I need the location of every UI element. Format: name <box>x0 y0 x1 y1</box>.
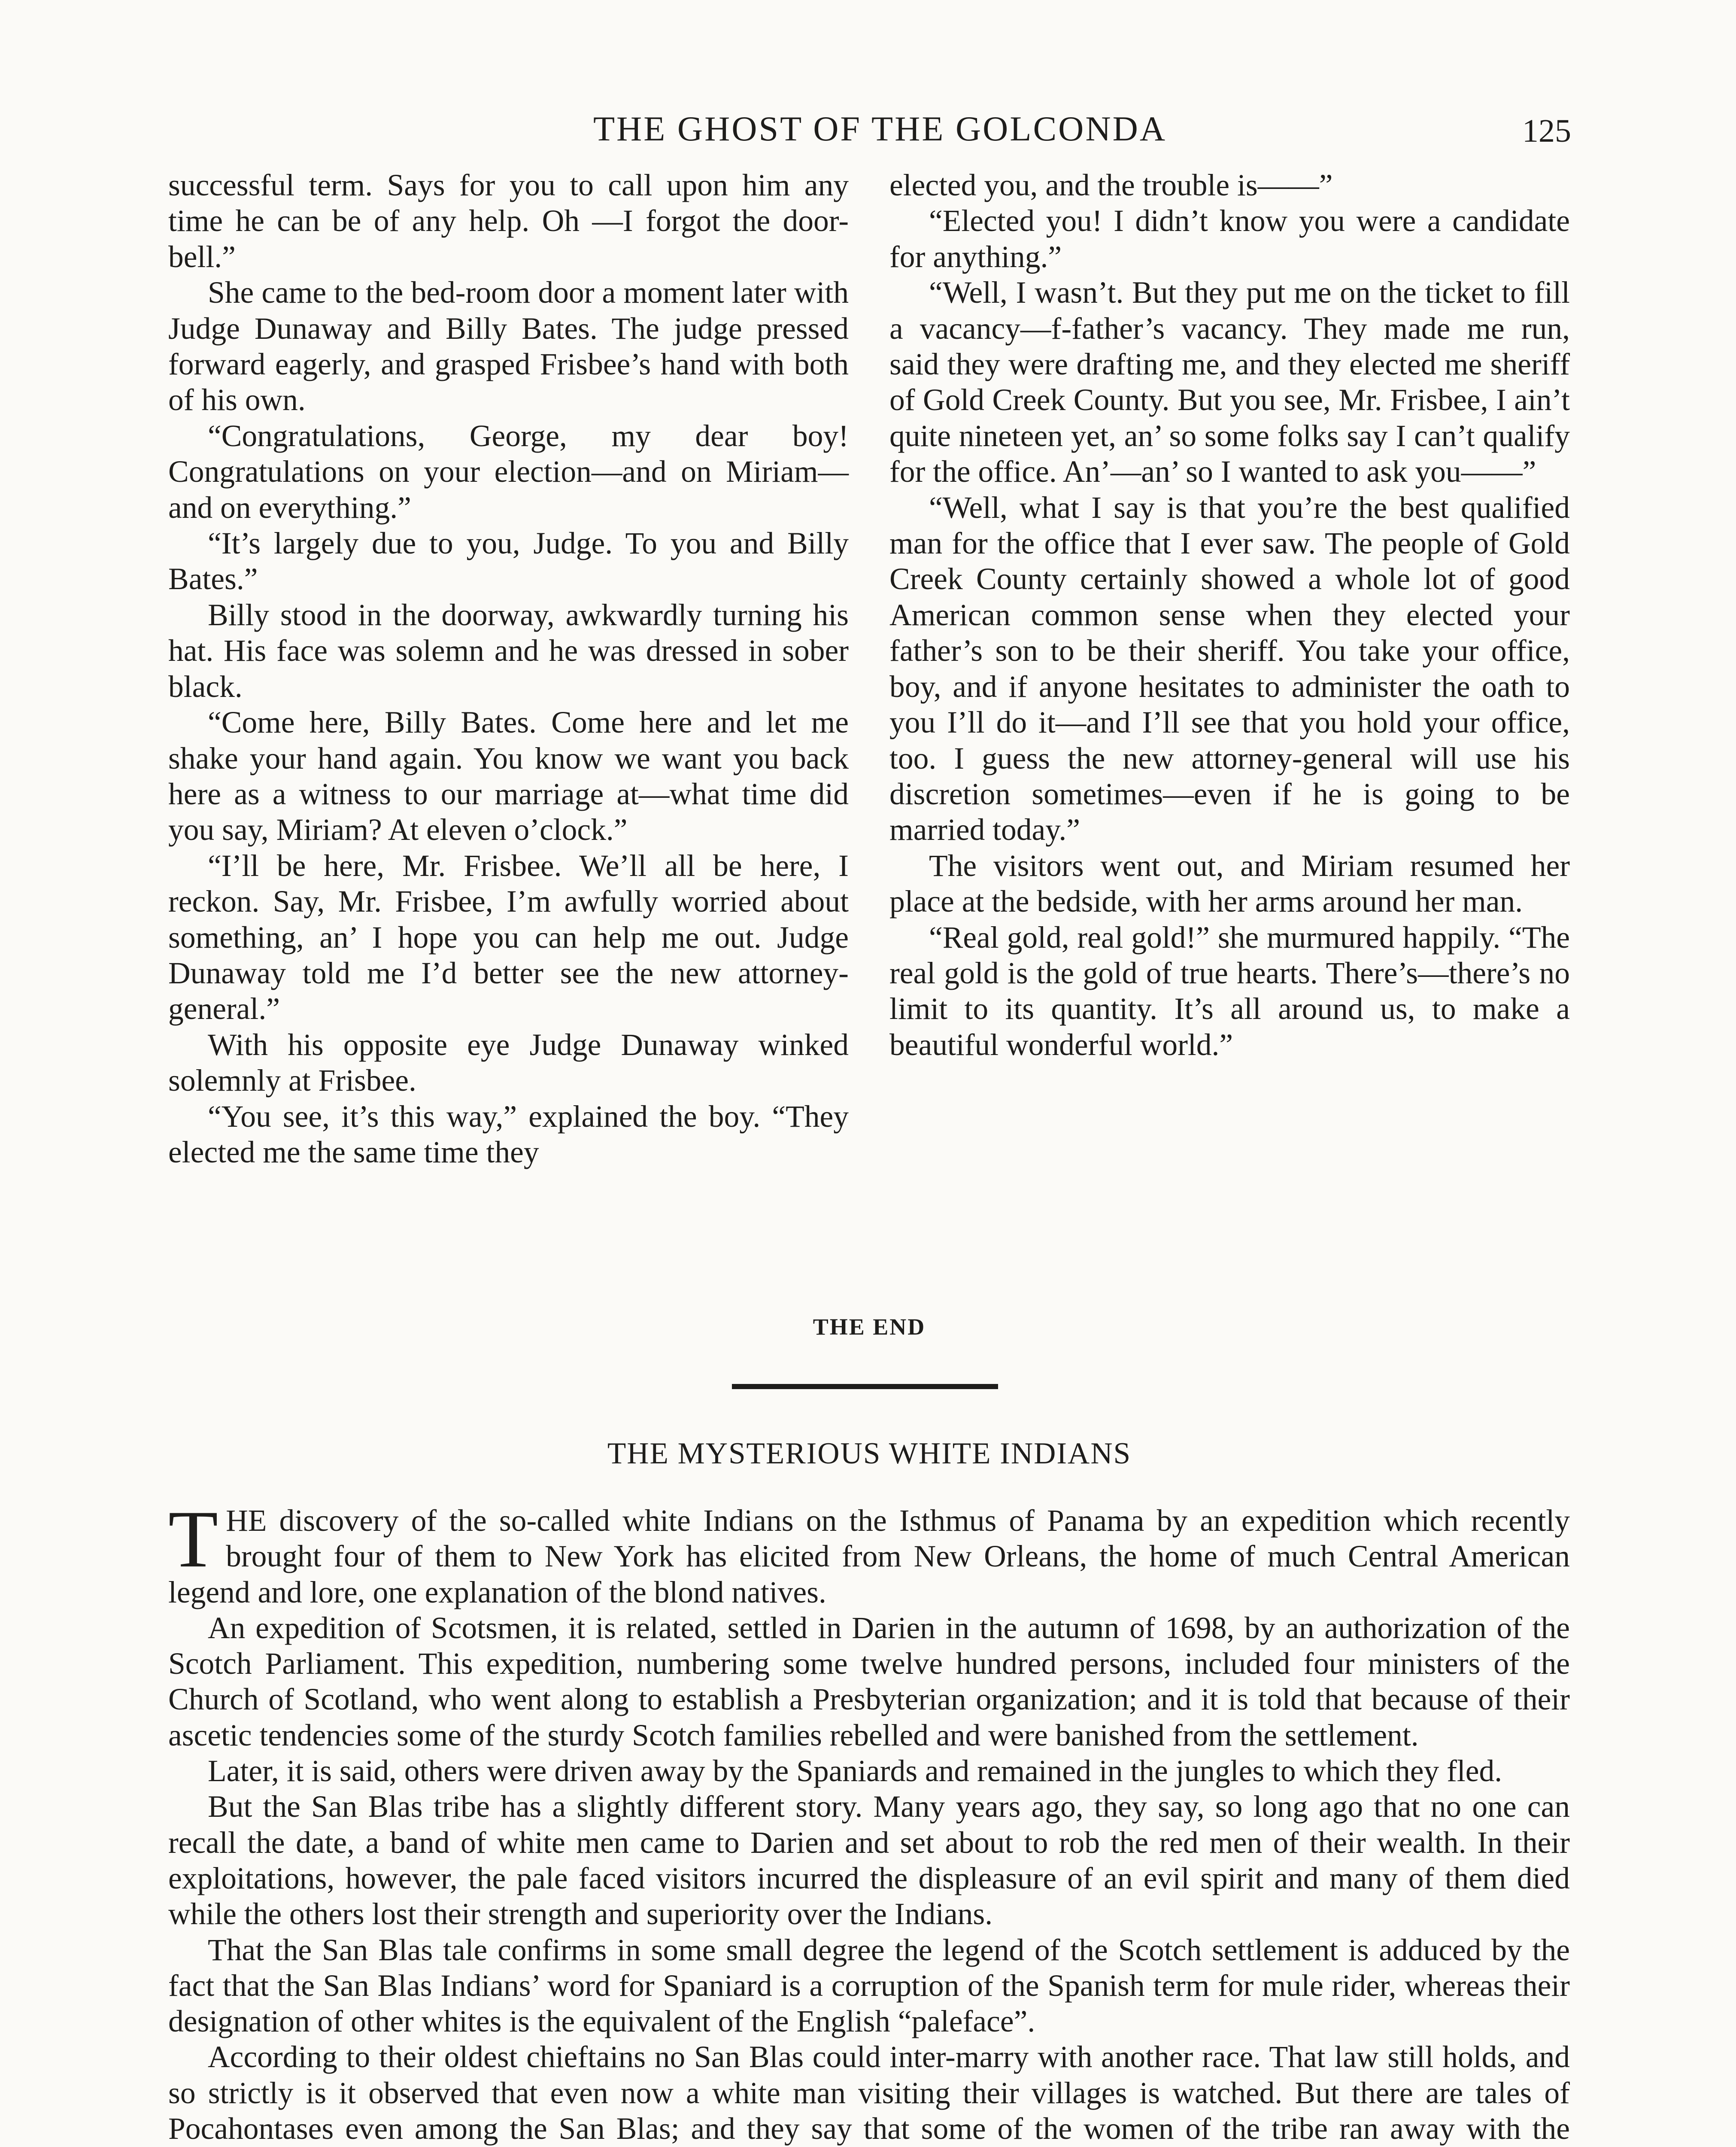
article-body <box>168 1494 1570 2147</box>
article-paragraph <box>168 1494 1570 1610</box>
story-paragraph: elected you, and the trouble is——” <box>889 168 1333 202</box>
article-title: THE MYSTERIOUS WHITE INDIANS <box>607 1437 1132 1470</box>
story-paragraph: “Real gold, real gold!” she murmured happily. “The real gold is the gold of true hearts. There’s—there’s no limit to its quantity. It’s all around us, to make a beautiful wonderful world.” <box>889 920 1570 1062</box>
story-left-column <box>168 167 849 1170</box>
story-paragraph: successful term. Says for you to call upon him any time he can be of any help. Oh —I forgot the door-bell.” <box>168 168 849 274</box>
article-paragraph: But the San Blas tribe has a slightly different story. Many years ago, they say, so long ago that no one can recall the date, a band of white men came to Darien and set about to rob the red men of their wealth. In their exploitations, however, the pale faced visitors incurred the displeasure of an evil spirit and many of them died while the others lost their strength and superiority over the Indians. <box>168 1790 1570 1931</box>
story-paragraph: “It’s largely due to you, Judge. To you and Billy Bates.” <box>168 526 849 596</box>
article-paragraph: That the San Blas tale confirms in some small degree the legend of the Scotch settlement is adduced by the fact that the San Blas Indians’ word for Spaniard is a corruption of the Spanish term for mule rider, whereas their designation of other whites is the equivalent of the English “paleface”. <box>168 1933 1570 2039</box>
drop-cap: T <box>168 1494 219 1584</box>
running-title: THE GHOST OF THE GOLCONDA <box>593 109 1167 148</box>
story-paragraph: “Elected you! I didn’t know you were a candidate for anything.” <box>889 204 1570 274</box>
article-paragraph: Later, it is said, others were driven away by the Spaniards and remained in the jungles to which they fled. <box>208 1754 1502 1788</box>
the-end-label: THE END <box>813 1314 926 1340</box>
story-paragraph: “Well, what I say is that you’re the best qualified man for the office that I ever saw. The people of Gold Creek County certainly showed a whole lot of good American common sense when they elected your father’s son to be their sheriff. You take your office, boy, and if anyone hesitates to administer the oath to you I’ll do it—and I’ll see that you hold your office, too. I guess the new attorney-general will use his discretion sometimes—even if he is going to be married today.” <box>889 490 1570 847</box>
story-paragraph: She came to the bed-room door a moment later with Judge Dunaway and Billy Bates. The judge pressed forward eagerly, and grasped Frisbee’s hand with both of his own. <box>168 276 849 417</box>
story-paragraph: “You see, it’s this way,” explained the boy. “They elected me the same time they <box>168 1099 849 1169</box>
story-paragraph: Billy stood in the doorway, awkwardly turning his hat. His face was solemn and he was dressed in sober black. <box>168 598 849 704</box>
section-divider-rule <box>732 1384 998 1389</box>
page-number: 125 <box>1522 113 1571 149</box>
story-paragraph: “Well, I wasn’t. But they put me on the ticket to fill a vacancy—f-father’s vacancy. They made me run, said they were drafting me, and they elected me sheriff of Gold Creek County. But you see, Mr. Frisbee, I ain’t quite nineteen yet, an’ so some folks say I can’t qualify for the office. An’—an’ so I wanted to ask you——” <box>889 276 1570 489</box>
story-paragraph: “I’ll be here, Mr. Frisbee. We’ll all be here, I reckon. Say, Mr. Frisbee, I’m awfully worried about something, an’ I hope you can help me out. Judge Dunaway told me I’d better see the new attorney-general.” <box>168 848 849 1026</box>
story-paragraph: “Congratulations, George, my dear boy! Congratulations on your election—and on Miriam—and on everything.” <box>168 419 849 525</box>
article-first-paragraph-text: HE discovery of the so-called white Indians on the Isthmus of Panama by an expedition which recently brought four of them to New York has elicited from New Orleans, the home of much Central American legend and lore, one explanation of the blond natives. <box>168 1504 1570 1609</box>
story-paragraph: “Come here, Billy Bates. Come here and let me shake your hand again. You know we want you back here as a witness to our marriage at—what time did you say, Miriam? At eleven o’clock.” <box>168 706 849 847</box>
article-paragraph: An expedition of Scotsmen, it is related, settled in Darien in the autumn of 1698, by an authorization of the Scotch Parliament. This expedition, numbering some twelve hundred persons, included four ministers of the Church of Scotland, who went along to establish a Presbyterian organization; and it is told that because of their ascetic tendencies some of the sturdy Scotch families rebelled and were banished from the settlement. <box>168 1611 1570 1752</box>
article-paragraph: According to their oldest chieftains no San Blas could inter-marry with another race. That law still holds, and so strictly is it observed that even now a white man visiting their villages is watched. But there are tales of Pocahontases even among the San Blas; and they say that some of the women of the tribe ran away with the <box>168 2040 1570 2146</box>
story-right-column <box>889 167 1570 1063</box>
story-paragraph: With his opposite eye Judge Dunaway winked solemnly at Frisbee. <box>168 1028 849 1098</box>
story-paragraph: The visitors went out, and Miriam resumed her place at the bedside, with her arms around her man. <box>889 848 1570 919</box>
